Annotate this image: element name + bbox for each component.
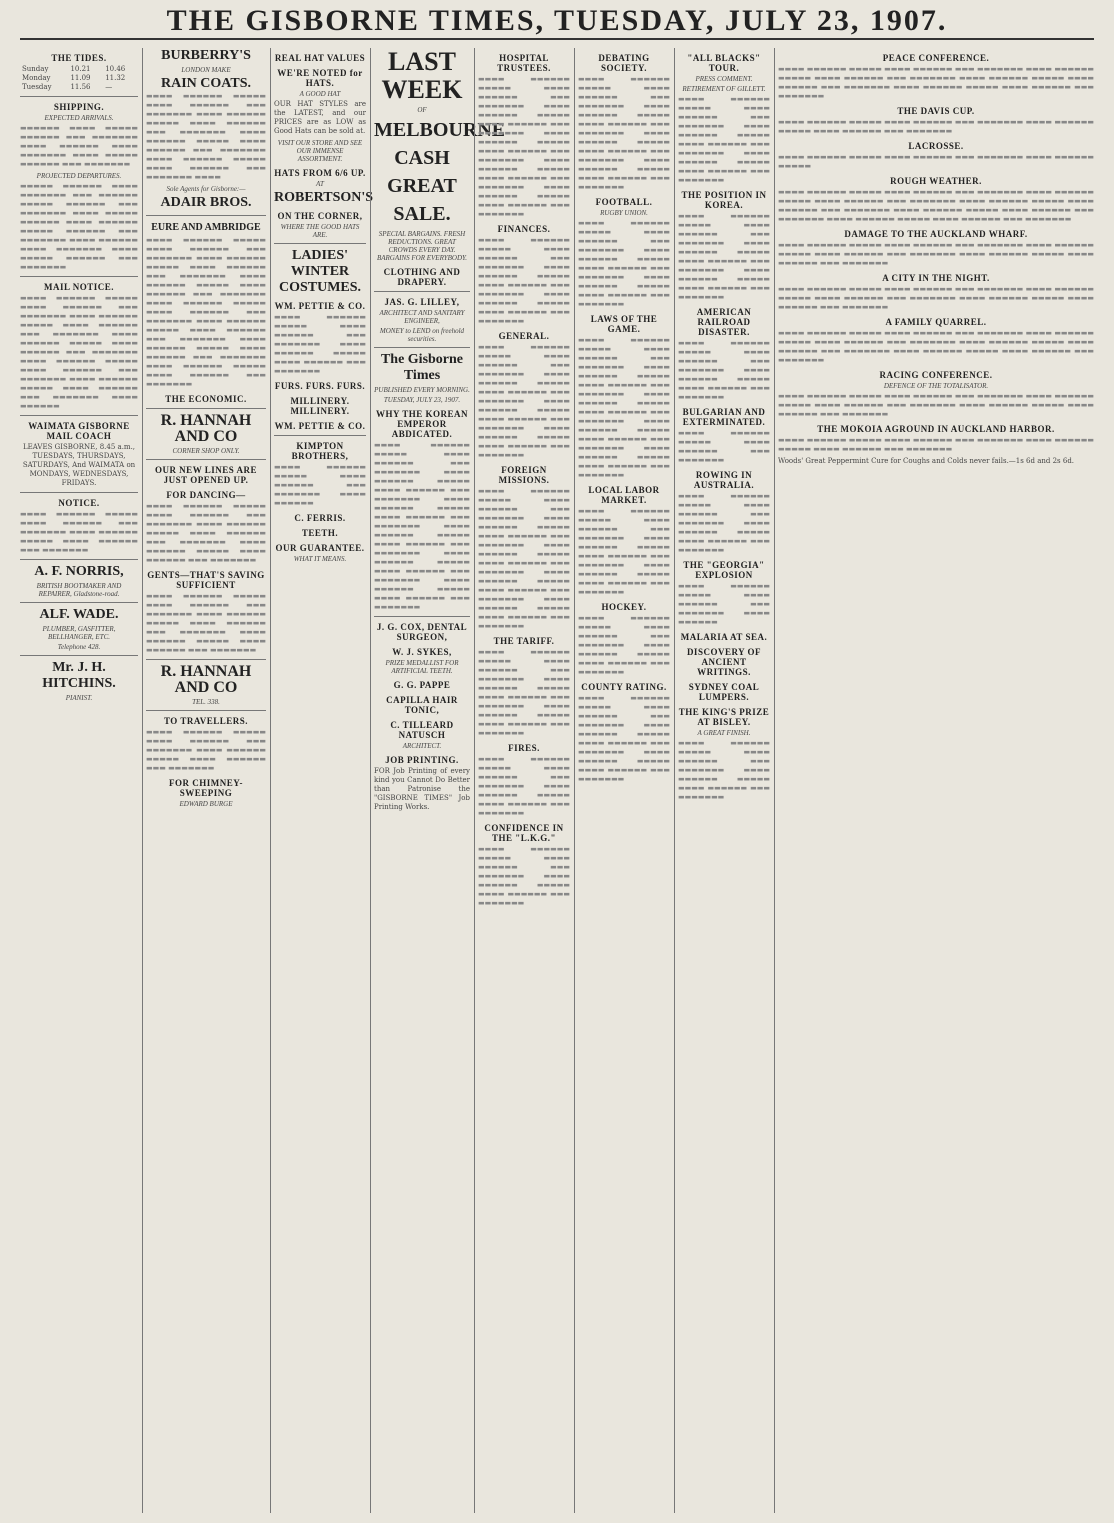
column-divider	[674, 48, 675, 1513]
football-heading: FOOTBALL.	[595, 197, 653, 207]
tide-am: 11.56	[70, 83, 91, 91]
davis-cup-heading: THE DAVIS CUP.	[897, 106, 975, 116]
auckland-wharf-heading: DAMAGE TO THE AUCKLAND WHARF.	[844, 229, 1028, 239]
column-3: REAL HAT VALUES WE'RE NOTED for HATS. A GOOD HAT OUR HAT STYLES are the LATEST, and our PRICES are as LOW as Good Hats can be sold at. VISIT OUR STORE AND SEE OUR IMMENSE ASSORTMENT. HATS FROM 6/6 UP. AT ROBERTSON'S ON THE CORNER, WHERE THE GOOD HATS ARE. LADIES' WINTER COSTUMES. WM. PETTIE & CO. ▬▬▬▬ ▬▬▬▬▬▬ ▬▬▬▬▬ ▬▬▬▬ ▬▬▬▬▬▬ ▬▬▬ ▬▬▬▬▬▬▬ ▬▬▬▬ ▬▬▬▬▬▬ ▬▬▬▬▬ ▬▬▬▬ ▬▬▬▬▬▬ ▬▬▬ ▬▬▬▬▬▬▬ FURS. FURS. FURS. MILLINERY. MILLINERY. WM. PETTIE & CO. KIMPTON BROTHERS, ▬▬▬▬ ▬▬▬▬▬▬ ▬▬▬▬▬ ▬▬▬▬ ▬▬▬▬▬▬ ▬▬▬ ▬▬▬▬▬▬▬ ▬▬▬▬ ▬▬▬▬▬▬ C. FERRIS. TEETH. OUR GUARANTEE. WHAT IT MEANS.	[274, 53, 374, 563]
pettie-heading: WM. PETTIE & CO.	[274, 301, 366, 311]
tide-pm: 10.46	[105, 65, 126, 73]
hitchins-desc: PIANIST.	[65, 694, 93, 702]
tide-am: 11.09	[70, 74, 91, 82]
column-divider	[774, 48, 775, 1513]
hannah-tel: TEL. 338.	[192, 698, 220, 706]
norris-desc: BRITISH BOOTMAKER AND REPAIRER, Gladstone-road.	[36, 582, 122, 598]
gillett-heading: RETIREMENT OF GILLETT.	[682, 85, 766, 93]
visit-store: VISIT OUR STORE AND SEE OUR IMMENSE ASSORTMENT.	[277, 139, 363, 163]
eure-ambridge: EURE AND AMBRIDGE	[151, 222, 261, 233]
chimney-heading: FOR CHIMNEY-SWEEPING	[169, 778, 243, 798]
gents-heading: GENTS—THAT'S SAVING SUFFICIENT	[147, 570, 265, 590]
coxhead-heading: J. G. COX, DENTAL SURGEON,	[376, 622, 468, 642]
special-bargains: SPECIAL BARGAINS. FRESH REDUCTIONS. GREAT CROWDS EVERY DAY. BARGAINS FOR EVERYBODY.	[376, 230, 468, 262]
clothing-drapery: CLOTHING AND DRAPERY.	[383, 267, 461, 287]
notice-heading: NOTICE.	[58, 498, 100, 508]
london-make: LONDON MAKE	[181, 66, 231, 74]
column-divider	[474, 48, 475, 1513]
adair-bros: ADAIR BROS.	[160, 195, 252, 210]
column-divider	[370, 48, 371, 1513]
column-divider	[574, 48, 575, 1513]
totalisator-heading: DEFENCE OF THE TOTALISATOR.	[883, 382, 989, 390]
korea-heading: THE POSITION IN KOREA.	[681, 190, 767, 210]
natusch-heading: C. TILLEARD NATUSCH	[390, 720, 454, 740]
capilla-heading: CAPILLA HAIR TONIC,	[386, 695, 458, 715]
job-printing-text: FOR Job Printing of every kind you Cannot Do Better than Patronise the "GISBORNE TIMES" Job Printing Works.	[374, 767, 470, 811]
mail-coach-text: LEAVES GISBORNE, 8.45 a.m., TUESDAYS, THURSDAYS, SATURDAYS, And WAIMATA on MONDAYS, WEDNESDAYS, FRIDAYS.	[22, 443, 136, 487]
great-finish: A GREAT FINISH.	[697, 729, 751, 737]
economic-heading: THE ECONOMIC.	[165, 394, 247, 404]
norris-name: A. F. NORRIS,	[34, 564, 124, 579]
tariff-heading: THE TARIFF.	[493, 636, 555, 646]
masthead-title: THE GISBORNE TIMES, TUESDAY, JULY 23, 1907.	[166, 4, 948, 37]
departures-heading: PROJECTED DEPARTURES.	[36, 172, 122, 180]
hannah-heading-2: R. HANNAH AND CO	[160, 663, 252, 696]
family-quarrel-heading: A FAMILY QUARREL.	[885, 317, 987, 327]
rough-weather-heading: ROUGH WEATHER.	[890, 176, 982, 186]
kimpton-heading: KIMPTON BROTHERS,	[291, 441, 349, 461]
bulgarian-heading: BULGARIAN AND EXTERMINATED.	[682, 407, 766, 427]
masthead-rule	[20, 38, 1094, 40]
column-2: BURBERRY'S LONDON MAKE RAIN COATS. ▬▬▬▬ ▬▬▬▬▬▬ ▬▬▬▬▬ ▬▬▬▬ ▬▬▬▬▬▬ ▬▬▬ ▬▬▬▬▬▬▬ ▬▬▬▬ ▬▬▬▬▬▬ ▬▬▬▬▬ ▬▬▬▬ ▬▬▬▬▬▬ ▬▬▬ ▬▬▬▬▬▬▬ ▬▬▬▬ ▬▬▬▬▬▬ ▬▬▬▬▬ ▬▬▬▬ ▬▬▬▬▬▬ ▬▬▬ ▬▬▬▬▬▬▬ ▬▬▬▬ ▬▬▬▬▬▬ ▬▬▬▬▬ ▬▬▬▬ ▬▬▬▬▬▬ ▬▬▬ ▬▬▬▬▬▬▬ ▬▬▬▬ Sole Agents for Gisborne:— ADAIR BROS. EURE AND AMBRIDGE ▬▬▬▬ ▬▬▬▬▬▬ ▬▬▬▬▬ ▬▬▬▬ ▬▬▬▬▬▬ ▬▬▬ ▬▬▬▬▬▬▬ ▬▬▬▬ ▬▬▬▬▬▬ ▬▬▬▬▬ ▬▬▬▬ ▬▬▬▬▬▬ ▬▬▬ ▬▬▬▬▬▬▬ ▬▬▬▬ ▬▬▬▬▬▬ ▬▬▬▬▬ ▬▬▬▬ ▬▬▬▬▬▬ ▬▬▬ ▬▬▬▬▬▬▬ ▬▬▬▬ ▬▬▬▬▬▬ ▬▬▬▬▬ ▬▬▬▬ ▬▬▬▬▬▬ ▬▬▬ ▬▬▬▬▬▬▬ ▬▬▬▬ ▬▬▬▬▬▬ ▬▬▬▬▬ ▬▬▬▬ ▬▬▬▬▬▬ ▬▬▬ ▬▬▬▬▬▬▬ ▬▬▬▬ ▬▬▬▬▬▬ ▬▬▬▬▬ ▬▬▬▬ ▬▬▬▬▬▬ ▬▬▬ ▬▬▬▬▬▬▬ ▬▬▬▬ ▬▬▬▬▬▬ ▬▬▬▬▬ ▬▬▬▬ ▬▬▬▬▬▬ ▬▬▬ ▬▬▬▬▬▬▬ THE ECONOMIC. R. HANNAH AND CO CORNER SHOP ONLY. OUR NEW LINES ARE JUST OPENED UP. FOR DANCING— ▬▬▬▬ ▬▬▬▬▬▬ ▬▬▬▬▬ ▬▬▬▬ ▬▬▬▬▬▬ ▬▬▬ ▬▬▬▬▬▬▬ ▬▬▬▬ ▬▬▬▬▬▬ ▬▬▬▬▬ ▬▬▬▬ ▬▬▬▬▬▬ ▬▬▬ ▬▬▬▬▬▬▬ ▬▬▬▬ ▬▬▬▬▬▬ ▬▬▬▬▬ ▬▬▬▬ ▬▬▬▬▬▬ ▬▬▬ ▬▬▬▬▬▬▬ GENTS—THAT'S SAVING SUFFICIENT ▬▬▬▬ ▬▬▬▬▬▬ ▬▬▬▬▬ ▬▬▬▬ ▬▬▬▬▬▬ ▬▬▬ ▬▬▬▬▬▬▬ ▬▬▬▬ ▬▬▬▬▬▬ ▬▬▬▬▬ ▬▬▬▬ ▬▬▬▬▬▬ ▬▬▬ ▬▬▬▬▬▬▬ ▬▬▬▬ ▬▬▬▬▬▬ ▬▬▬▬▬ ▬▬▬▬ ▬▬▬▬▬▬ ▬▬▬ ▬▬▬▬▬▬▬ R. HANNAH AND CO TEL. 338. TO TRAVELLERS. ▬▬▬▬ ▬▬▬▬▬▬ ▬▬▬▬▬ ▬▬▬▬ ▬▬▬▬▬▬ ▬▬▬ ▬▬▬▬▬▬▬ ▬▬▬▬ ▬▬▬▬▬▬ ▬▬▬▬▬ ▬▬▬▬ ▬▬▬▬▬▬ ▬▬▬ ▬▬▬▬▬▬▬ FOR CHIMNEY-SWEEPING EDWARD BURGE	[146, 48, 266, 808]
travellers-heading: TO TRAVELLERS.	[163, 716, 249, 726]
wade-desc: PLUMBER, GASFITTER, BELLHANGER, ETC.	[42, 625, 116, 641]
shipping-heading: SHIPPING.	[53, 102, 105, 112]
new-lines: OUR NEW LINES ARE JUST OPENED UP.	[154, 465, 258, 485]
dancing-heading: FOR DANCING—	[166, 490, 246, 500]
editorial-heading: WHY THE KOREAN EMPEROR ABDICATED.	[375, 409, 468, 439]
hats-from: HATS FROM 6/6 UP.	[274, 168, 366, 178]
column-1: THE TIDES. Sunday 10.21 10.46 Monday 11.09 11.32 Tuesday 11.56 — SHIPPING. EXPECTED ARRIVALS. ▬▬▬▬▬▬ ▬▬▬▬ ▬▬▬▬▬ ▬▬▬▬▬▬ ▬▬▬ ▬▬▬▬▬▬▬ ▬▬▬▬ ▬▬▬▬▬▬ ▬▬▬▬ ▬▬▬▬▬▬▬ ▬▬▬▬ ▬▬▬▬▬ ▬▬▬▬▬▬ ▬▬▬ ▬▬▬▬▬▬▬ PROJECTED DEPARTURES. ▬▬▬▬▬ ▬▬▬▬▬▬ ▬▬▬▬ ▬▬▬▬▬▬▬ ▬▬▬ ▬▬▬▬▬▬ ▬▬▬▬▬ ▬▬▬▬▬▬ ▬▬▬ ▬▬▬▬▬▬▬ ▬▬▬▬ ▬▬▬▬▬ ▬▬▬▬▬▬ ▬▬▬▬ ▬▬▬▬▬▬ ▬▬▬▬▬ ▬▬▬▬▬▬ ▬▬▬ ▬▬▬▬▬▬▬ ▬▬▬▬ ▬▬▬▬▬▬ ▬▬▬▬ ▬▬▬▬▬▬▬ ▬▬▬▬ ▬▬▬▬▬ ▬▬▬▬▬▬ ▬▬▬ ▬▬▬▬▬▬▬ MAIL NOTICE. ▬▬▬▬ ▬▬▬▬▬▬ ▬▬▬▬▬ ▬▬▬▬ ▬▬▬▬▬▬ ▬▬▬ ▬▬▬▬▬▬▬ ▬▬▬▬ ▬▬▬▬▬▬ ▬▬▬▬▬ ▬▬▬▬ ▬▬▬▬▬▬ ▬▬▬ ▬▬▬▬▬▬▬ ▬▬▬▬ ▬▬▬▬▬▬ ▬▬▬▬▬ ▬▬▬▬ ▬▬▬▬▬▬ ▬▬▬ ▬▬▬▬▬▬▬ ▬▬▬▬ ▬▬▬▬▬▬ ▬▬▬▬▬ ▬▬▬▬ ▬▬▬▬▬▬ ▬▬▬ ▬▬▬▬▬▬▬ ▬▬▬▬ ▬▬▬▬▬▬ ▬▬▬▬▬ ▬▬▬▬ ▬▬▬▬▬▬ ▬▬▬ ▬▬▬▬▬▬▬ ▬▬▬▬ ▬▬▬▬▬▬ WAIMATA GISBORNE MAIL COACH LEAVES GISBORNE, 8.45 a.m., TUESDAYS, THURSDAYS, SATURDAYS, And WAIMATA on MONDAYS, WEDNESDAYS, FRIDAYS. NOTICE. ▬▬▬▬ ▬▬▬▬▬▬ ▬▬▬▬▬ ▬▬▬▬ ▬▬▬▬▬▬ ▬▬▬ ▬▬▬▬▬▬▬ ▬▬▬▬ ▬▬▬▬▬▬ ▬▬▬▬▬ ▬▬▬▬ ▬▬▬▬▬▬ ▬▬▬ ▬▬▬▬▬▬▬ A. F. NORRIS, BRITISH BOOTMAKER AND REPAIRER, Gladstone-road. ALF. WADE. PLUMBER, GASFITTER, BELLHANGER, ETC. Telephone 428. Mr. J. H. HITCHINS. PIANIST.	[20, 53, 138, 702]
money-to-lend: MONEY to LEND on freehold securities.	[379, 327, 465, 343]
press-comment: PRESS COMMENT.	[695, 75, 753, 83]
georgia-heading: THE "GEORGIA" EXPLOSION	[683, 560, 765, 580]
county-rating-heading: COUNTY RATING.	[581, 682, 667, 692]
mail-coach-heading: WAIMATA GISBORNE MAIL COACH	[28, 421, 130, 441]
racing-conference-heading: RACING CONFERENCE.	[879, 370, 993, 380]
woods-cure-text: Woods' Great Peppermint Cure for Coughs and Colds never fails.—1s 6d and 2s 6d.	[778, 457, 1075, 465]
fires-heading: FIRES.	[508, 743, 540, 753]
corner-sub: WHERE THE GOOD HATS ARE.	[280, 223, 360, 239]
paper-title: The Gisborne Times	[380, 352, 464, 383]
column-divider	[142, 48, 143, 1513]
at-label: AT	[316, 180, 324, 188]
hospital-heading: HOSPITAL TRUSTEES.	[497, 53, 551, 73]
good-hat: A GOOD HAT	[299, 90, 341, 98]
what-it-means: WHAT IT MEANS.	[293, 555, 347, 563]
rugby-union: RUGBY UNION.	[600, 209, 648, 217]
tide-day: Monday	[22, 74, 51, 82]
laws-heading: LAWS OF THE GAME.	[590, 314, 658, 334]
tide-pm: —	[105, 83, 113, 91]
lacrosse-heading: LACROSSE.	[908, 141, 964, 151]
job-printing-heading: JOB PRINTING.	[385, 755, 459, 765]
furs-heading: FURS. FURS. FURS.	[274, 381, 366, 391]
tide-day: Tuesday	[22, 83, 52, 91]
tides-heading: THE TIDES.	[51, 53, 107, 63]
hannah-sub: CORNER SHOP ONLY.	[172, 447, 240, 455]
finances-heading: FINANCES.	[497, 224, 551, 234]
hockey-heading: HOCKEY.	[601, 602, 647, 612]
teeth-heading: TEETH.	[301, 528, 339, 538]
sole-agents: Sole Agents for Gisborne:—	[166, 185, 246, 193]
of-label: OF	[417, 106, 427, 114]
sykes-heading: W. J. SYKES,	[392, 647, 452, 657]
hitchins-name: Mr. J. H. HITCHINS.	[42, 660, 116, 691]
pettie-heading-2: WM. PETTIE & CO.	[274, 421, 366, 431]
bisley-heading: THE KING'S PRIZE AT BISLEY.	[678, 707, 770, 727]
telephone-text: Telephone 428.	[57, 643, 101, 651]
masthead	[0, 0, 1114, 42]
tide-day: Sunday	[22, 65, 49, 73]
column-5: HOSPITAL TRUSTEES. ▬▬▬▬ ▬▬▬▬▬▬ ▬▬▬▬▬ ▬▬▬▬ ▬▬▬▬▬▬ ▬▬▬ ▬▬▬▬▬▬▬ ▬▬▬▬ ▬▬▬▬▬▬ ▬▬▬▬▬ ▬▬▬▬ ▬▬▬▬▬▬ ▬▬▬ ▬▬▬▬▬▬▬ ▬▬▬▬ ▬▬▬▬▬▬ ▬▬▬▬▬ ▬▬▬▬ ▬▬▬▬▬▬ ▬▬▬ ▬▬▬▬▬▬▬ ▬▬▬▬ ▬▬▬▬▬▬ ▬▬▬▬▬ ▬▬▬▬ ▬▬▬▬▬▬ ▬▬▬ ▬▬▬▬▬▬▬ ▬▬▬▬ ▬▬▬▬▬▬ ▬▬▬▬▬ ▬▬▬▬ ▬▬▬▬▬▬ ▬▬▬ ▬▬▬▬▬▬▬ FINANCES. ▬▬▬▬ ▬▬▬▬▬▬ ▬▬▬▬▬ ▬▬▬▬ ▬▬▬▬▬▬ ▬▬▬ ▬▬▬▬▬▬▬ ▬▬▬▬ ▬▬▬▬▬▬ ▬▬▬▬▬ ▬▬▬▬ ▬▬▬▬▬▬ ▬▬▬ ▬▬▬▬▬▬▬ ▬▬▬▬ ▬▬▬▬▬▬ ▬▬▬▬▬ ▬▬▬▬ ▬▬▬▬▬▬ ▬▬▬ ▬▬▬▬▬▬▬ GENERAL. ▬▬▬▬ ▬▬▬▬▬▬ ▬▬▬▬▬ ▬▬▬▬ ▬▬▬▬▬▬ ▬▬▬ ▬▬▬▬▬▬▬ ▬▬▬▬ ▬▬▬▬▬▬ ▬▬▬▬▬ ▬▬▬▬ ▬▬▬▬▬▬ ▬▬▬ ▬▬▬▬▬▬▬ ▬▬▬▬ ▬▬▬▬▬▬ ▬▬▬▬▬ ▬▬▬▬ ▬▬▬▬▬▬ ▬▬▬ ▬▬▬▬▬▬▬ ▬▬▬▬ ▬▬▬▬▬▬ ▬▬▬▬▬ ▬▬▬▬ ▬▬▬▬▬▬ ▬▬▬ ▬▬▬▬▬▬▬ FOREIGN MISSIONS. ▬▬▬▬ ▬▬▬▬▬▬ ▬▬▬▬▬ ▬▬▬▬ ▬▬▬▬▬▬ ▬▬▬ ▬▬▬▬▬▬▬ ▬▬▬▬ ▬▬▬▬▬▬ ▬▬▬▬▬ ▬▬▬▬ ▬▬▬▬▬▬ ▬▬▬ ▬▬▬▬▬▬▬ ▬▬▬▬ ▬▬▬▬▬▬ ▬▬▬▬▬ ▬▬▬▬ ▬▬▬▬▬▬ ▬▬▬ ▬▬▬▬▬▬▬ ▬▬▬▬ ▬▬▬▬▬▬ ▬▬▬▬▬ ▬▬▬▬ ▬▬▬▬▬▬ ▬▬▬ ▬▬▬▬▬▬▬ ▬▬▬▬ ▬▬▬▬▬▬ ▬▬▬▬▬ ▬▬▬▬ ▬▬▬▬▬▬ ▬▬▬ ▬▬▬▬▬▬▬ THE TARIFF. ▬▬▬▬ ▬▬▬▬▬▬ ▬▬▬▬▬ ▬▬▬▬ ▬▬▬▬▬▬ ▬▬▬ ▬▬▬▬▬▬▬ ▬▬▬▬ ▬▬▬▬▬▬ ▬▬▬▬▬ ▬▬▬▬ ▬▬▬▬▬▬ ▬▬▬ ▬▬▬▬▬▬▬ ▬▬▬▬ ▬▬▬▬▬▬ ▬▬▬▬▬ ▬▬▬▬ ▬▬▬▬▬▬ ▬▬▬ ▬▬▬▬▬▬▬ FIRES. ▬▬▬▬ ▬▬▬▬▬▬ ▬▬▬▬▬ ▬▬▬▬ ▬▬▬▬▬▬ ▬▬▬ ▬▬▬▬▬▬▬ ▬▬▬▬ ▬▬▬▬▬▬ ▬▬▬▬▬ ▬▬▬▬ ▬▬▬▬▬▬ ▬▬▬ ▬▬▬▬▬▬▬ CONFIDENCE IN THE "L.K.G." ▬▬▬▬ ▬▬▬▬▬▬ ▬▬▬▬▬ ▬▬▬▬ ▬▬▬▬▬▬ ▬▬▬ ▬▬▬▬▬▬▬ ▬▬▬▬ ▬▬▬▬▬▬ ▬▬▬▬▬ ▬▬▬▬ ▬▬▬▬▬▬ ▬▬▬ ▬▬▬▬▬▬▬	[478, 53, 570, 907]
city-in-night-heading: A CITY IN THE NIGHT.	[882, 273, 990, 283]
column-7: "ALL BLACKS" TOUR. PRESS COMMENT. RETIREMENT OF GILLETT. ▬▬▬▬ ▬▬▬▬▬▬ ▬▬▬▬▬ ▬▬▬▬ ▬▬▬▬▬▬ ▬▬▬ ▬▬▬▬▬▬▬ ▬▬▬▬ ▬▬▬▬▬▬ ▬▬▬▬▬ ▬▬▬▬ ▬▬▬▬▬▬ ▬▬▬ ▬▬▬▬▬▬▬ ▬▬▬▬ ▬▬▬▬▬▬ ▬▬▬▬▬ ▬▬▬▬ ▬▬▬▬▬▬ ▬▬▬ ▬▬▬▬▬▬▬ THE POSITION IN KOREA. ▬▬▬▬ ▬▬▬▬▬▬ ▬▬▬▬▬ ▬▬▬▬ ▬▬▬▬▬▬ ▬▬▬ ▬▬▬▬▬▬▬ ▬▬▬▬ ▬▬▬▬▬▬ ▬▬▬▬▬ ▬▬▬▬ ▬▬▬▬▬▬ ▬▬▬ ▬▬▬▬▬▬▬ ▬▬▬▬ ▬▬▬▬▬▬ ▬▬▬▬▬ ▬▬▬▬ ▬▬▬▬▬▬ ▬▬▬ ▬▬▬▬▬▬▬ AMERICAN RAILROAD DISASTER. ▬▬▬▬ ▬▬▬▬▬▬ ▬▬▬▬▬ ▬▬▬▬ ▬▬▬▬▬▬ ▬▬▬ ▬▬▬▬▬▬▬ ▬▬▬▬ ▬▬▬▬▬▬ ▬▬▬▬▬ ▬▬▬▬ ▬▬▬▬▬▬ ▬▬▬ ▬▬▬▬▬▬▬ BULGARIAN AND EXTERMINATED. ▬▬▬▬ ▬▬▬▬▬▬ ▬▬▬▬▬ ▬▬▬▬ ▬▬▬▬▬▬ ▬▬▬ ▬▬▬▬▬▬▬ ROWING IN AUSTRALIA. ▬▬▬▬ ▬▬▬▬▬▬ ▬▬▬▬▬ ▬▬▬▬ ▬▬▬▬▬▬ ▬▬▬ ▬▬▬▬▬▬▬ ▬▬▬▬ ▬▬▬▬▬▬ ▬▬▬▬▬ ▬▬▬▬ ▬▬▬▬▬▬ ▬▬▬ ▬▬▬▬▬▬▬ THE "GEORGIA" EXPLOSION ▬▬▬▬ ▬▬▬▬▬▬ ▬▬▬▬▬ ▬▬▬▬ ▬▬▬▬▬▬ ▬▬▬ ▬▬▬▬▬▬▬ ▬▬▬▬ ▬▬▬▬▬▬ MALARIA AT SEA. DISCOVERY OF ANCIENT WRITINGS. SYDNEY COAL LUMPERS. THE KING'S PRIZE AT BISLEY. A GREAT FINISH. ▬▬▬▬ ▬▬▬▬▬▬ ▬▬▬▬▬ ▬▬▬▬ ▬▬▬▬▬▬ ▬▬▬ ▬▬▬▬▬▬▬ ▬▬▬▬ ▬▬▬▬▬▬ ▬▬▬▬▬ ▬▬▬▬ ▬▬▬▬▬▬ ▬▬▬ ▬▬▬▬▬▬▬	[678, 53, 770, 801]
published-every: PUBLISHED EVERY MORNING.	[374, 386, 470, 394]
arrivals-heading: EXPECTED ARRIVALS.	[44, 114, 114, 122]
noted-for-hats: WE'RE NOTED for HATS.	[277, 68, 363, 88]
ancient-writings-heading: DISCOVERY OF ANCIENT WRITINGS.	[686, 647, 762, 677]
great-sale: GREAT SALE.	[387, 175, 457, 225]
robertsons-heading: ROBERTSON'S	[274, 190, 374, 205]
general-heading: GENERAL.	[498, 331, 550, 341]
raincoats-heading: RAIN COATS.	[161, 76, 251, 91]
malaria-heading: MALARIA AT SEA.	[680, 632, 768, 642]
rowing-heading: ROWING IN AUSTRALIA.	[693, 470, 755, 490]
debating-heading: DEBATING SOCIETY.	[598, 53, 650, 73]
natusch-sub: ARCHITECT.	[402, 742, 442, 750]
peace-conference-heading: PEACE CONFERENCE.	[882, 53, 990, 63]
sykes-sub: PRIZE MEDALLIST FOR ARTIFICIAL TEETH.	[385, 659, 459, 675]
ferris-heading: C. FERRIS.	[294, 513, 346, 523]
real-hat-values: REAL HAT VALUES	[274, 53, 366, 63]
column-8: PEACE CONFERENCE. ▬▬▬▬ ▬▬▬▬▬▬ ▬▬▬▬▬ ▬▬▬▬ ▬▬▬▬▬▬ ▬▬▬ ▬▬▬▬▬▬▬ ▬▬▬▬ ▬▬▬▬▬▬ ▬▬▬▬▬ ▬▬▬▬ ▬▬▬▬▬▬ ▬▬▬ ▬▬▬▬▬▬▬ ▬▬▬▬ ▬▬▬▬▬▬ ▬▬▬▬▬ ▬▬▬▬ ▬▬▬▬▬▬ ▬▬▬ ▬▬▬▬▬▬▬ ▬▬▬▬ ▬▬▬▬▬▬ ▬▬▬▬▬ ▬▬▬▬ ▬▬▬▬▬▬ ▬▬▬ ▬▬▬▬▬▬▬ THE DAVIS CUP. ▬▬▬▬ ▬▬▬▬▬▬ ▬▬▬▬▬ ▬▬▬▬ ▬▬▬▬▬▬ ▬▬▬ ▬▬▬▬▬▬▬ ▬▬▬▬ ▬▬▬▬▬▬ ▬▬▬▬▬ ▬▬▬▬ ▬▬▬▬▬▬ ▬▬▬ ▬▬▬▬▬▬▬ LACROSSE. ▬▬▬▬ ▬▬▬▬▬▬ ▬▬▬▬▬ ▬▬▬▬ ▬▬▬▬▬▬ ▬▬▬ ▬▬▬▬▬▬▬ ▬▬▬▬ ▬▬▬▬▬▬ ▬▬▬▬▬ ROUGH WEATHER. ▬▬▬▬ ▬▬▬▬▬▬ ▬▬▬▬▬ ▬▬▬▬ ▬▬▬▬▬▬ ▬▬▬ ▬▬▬▬▬▬▬ ▬▬▬▬ ▬▬▬▬▬▬ ▬▬▬▬▬ ▬▬▬▬ ▬▬▬▬▬▬ ▬▬▬ ▬▬▬▬▬▬▬ ▬▬▬▬ ▬▬▬▬▬▬ ▬▬▬▬▬ ▬▬▬▬ ▬▬▬▬▬▬ ▬▬▬ ▬▬▬▬▬▬▬ ▬▬▬▬ ▬▬▬▬▬▬ ▬▬▬▬▬ ▬▬▬▬ ▬▬▬▬▬▬ ▬▬▬ ▬▬▬▬▬▬▬ ▬▬▬▬ ▬▬▬▬▬▬ ▬▬▬▬▬ ▬▬▬▬ ▬▬▬▬▬▬ ▬▬▬ ▬▬▬▬▬▬▬ DAMAGE TO THE AUCKLAND WHARF. ▬▬▬▬ ▬▬▬▬▬▬ ▬▬▬▬▬ ▬▬▬▬ ▬▬▬▬▬▬ ▬▬▬ ▬▬▬▬▬▬▬ ▬▬▬▬ ▬▬▬▬▬▬ ▬▬▬▬▬ ▬▬▬▬ ▬▬▬▬▬▬ ▬▬▬ ▬▬▬▬▬▬▬ ▬▬▬▬ ▬▬▬▬▬▬ ▬▬▬▬▬ ▬▬▬▬ ▬▬▬▬▬▬ ▬▬▬ ▬▬▬▬▬▬▬ A CITY IN THE NIGHT. ▬▬▬▬ ▬▬▬▬▬▬ ▬▬▬▬▬ ▬▬▬▬ ▬▬▬▬▬▬ ▬▬▬ ▬▬▬▬▬▬▬ ▬▬▬▬ ▬▬▬▬▬▬ ▬▬▬▬▬ ▬▬▬▬ ▬▬▬▬▬▬ ▬▬▬ ▬▬▬▬▬▬▬ ▬▬▬▬ ▬▬▬▬▬▬ ▬▬▬▬▬ ▬▬▬▬ ▬▬▬▬▬▬ ▬▬▬ ▬▬▬▬▬▬▬ A FAMILY QUARREL. ▬▬▬▬ ▬▬▬▬▬▬ ▬▬▬▬▬ ▬▬▬▬ ▬▬▬▬▬▬ ▬▬▬ ▬▬▬▬▬▬▬ ▬▬▬▬ ▬▬▬▬▬▬ ▬▬▬▬▬ ▬▬▬▬ ▬▬▬▬▬▬ ▬▬▬ ▬▬▬▬▬▬▬ ▬▬▬▬ ▬▬▬▬▬▬ ▬▬▬▬▬ ▬▬▬▬ ▬▬▬▬▬▬ ▬▬▬ ▬▬▬▬▬▬▬ ▬▬▬▬ ▬▬▬▬▬▬ ▬▬▬▬▬ ▬▬▬▬ ▬▬▬▬▬▬ ▬▬▬ ▬▬▬▬▬▬▬ RACING CONFERENCE. DEFENCE OF THE TOTALISATOR. ▬▬▬▬ ▬▬▬▬▬▬ ▬▬▬▬▬ ▬▬▬▬ ▬▬▬▬▬▬ ▬▬▬ ▬▬▬▬▬▬▬ ▬▬▬▬ ▬▬▬▬▬▬ ▬▬▬▬▬ ▬▬▬▬ ▬▬▬▬▬▬ ▬▬▬ ▬▬▬▬▬▬▬ ▬▬▬▬ ▬▬▬▬▬▬ ▬▬▬▬▬ ▬▬▬▬ ▬▬▬▬▬▬ ▬▬▬ ▬▬▬▬▬▬▬ THE MOKOIA AGROUND IN AUCKLAND HARBOR. ▬▬▬▬ ▬▬▬▬▬▬ ▬▬▬▬▬ ▬▬▬▬ ▬▬▬▬▬▬ ▬▬▬ ▬▬▬▬▬▬▬ ▬▬▬▬ ▬▬▬▬▬▬ ▬▬▬▬▬ ▬▬▬▬ ▬▬▬▬▬▬ ▬▬▬ ▬▬▬▬▬▬▬ Woods' Great Peppermint Cure for Coughs and Colds never fails.—1s 6d and 2s 6d.	[778, 53, 1094, 465]
coal-lumpers-heading: SYDNEY COAL LUMPERS.	[688, 682, 760, 702]
last-week: LAST WEEK	[381, 47, 463, 104]
column-divider	[270, 48, 271, 1513]
edward-burge: EDWARD BURGE	[179, 800, 233, 808]
tides-table	[20, 65, 138, 92]
column-6: DEBATING SOCIETY. ▬▬▬▬ ▬▬▬▬▬▬ ▬▬▬▬▬ ▬▬▬▬ ▬▬▬▬▬▬ ▬▬▬ ▬▬▬▬▬▬▬ ▬▬▬▬ ▬▬▬▬▬▬ ▬▬▬▬▬ ▬▬▬▬ ▬▬▬▬▬▬ ▬▬▬ ▬▬▬▬▬▬▬ ▬▬▬▬ ▬▬▬▬▬▬ ▬▬▬▬▬ ▬▬▬▬ ▬▬▬▬▬▬ ▬▬▬ ▬▬▬▬▬▬▬ ▬▬▬▬ ▬▬▬▬▬▬ ▬▬▬▬▬ ▬▬▬▬ ▬▬▬▬▬▬ ▬▬▬ ▬▬▬▬▬▬▬ FOOTBALL. RUGBY UNION. ▬▬▬▬ ▬▬▬▬▬▬ ▬▬▬▬▬ ▬▬▬▬ ▬▬▬▬▬▬ ▬▬▬ ▬▬▬▬▬▬▬ ▬▬▬▬ ▬▬▬▬▬▬ ▬▬▬▬▬ ▬▬▬▬ ▬▬▬▬▬▬ ▬▬▬ ▬▬▬▬▬▬▬ ▬▬▬▬ ▬▬▬▬▬▬ ▬▬▬▬▬ ▬▬▬▬ ▬▬▬▬▬▬ ▬▬▬ ▬▬▬▬▬▬▬ LAWS OF THE GAME. ▬▬▬▬ ▬▬▬▬▬▬ ▬▬▬▬▬ ▬▬▬▬ ▬▬▬▬▬▬ ▬▬▬ ▬▬▬▬▬▬▬ ▬▬▬▬ ▬▬▬▬▬▬ ▬▬▬▬▬ ▬▬▬▬ ▬▬▬▬▬▬ ▬▬▬ ▬▬▬▬▬▬▬ ▬▬▬▬ ▬▬▬▬▬▬ ▬▬▬▬▬ ▬▬▬▬ ▬▬▬▬▬▬ ▬▬▬ ▬▬▬▬▬▬▬ ▬▬▬▬ ▬▬▬▬▬▬ ▬▬▬▬▬ ▬▬▬▬ ▬▬▬▬▬▬ ▬▬▬ ▬▬▬▬▬▬▬ ▬▬▬▬ ▬▬▬▬▬▬ ▬▬▬▬▬ ▬▬▬▬ ▬▬▬▬▬▬ ▬▬▬ ▬▬▬▬▬▬▬ LOCAL LABOR MARKET. ▬▬▬▬ ▬▬▬▬▬▬ ▬▬▬▬▬ ▬▬▬▬ ▬▬▬▬▬▬ ▬▬▬ ▬▬▬▬▬▬▬ ▬▬▬▬ ▬▬▬▬▬▬ ▬▬▬▬▬ ▬▬▬▬ ▬▬▬▬▬▬ ▬▬▬ ▬▬▬▬▬▬▬ ▬▬▬▬ ▬▬▬▬▬▬ ▬▬▬▬▬ ▬▬▬▬ ▬▬▬▬▬▬ ▬▬▬ ▬▬▬▬▬▬▬ HOCKEY. ▬▬▬▬ ▬▬▬▬▬▬ ▬▬▬▬▬ ▬▬▬▬ ▬▬▬▬▬▬ ▬▬▬ ▬▬▬▬▬▬▬ ▬▬▬▬ ▬▬▬▬▬▬ ▬▬▬▬▬ ▬▬▬▬ ▬▬▬▬▬▬ ▬▬▬ ▬▬▬▬▬▬▬ COUNTY RATING. ▬▬▬▬ ▬▬▬▬▬▬ ▬▬▬▬▬ ▬▬▬▬ ▬▬▬▬▬▬ ▬▬▬ ▬▬▬▬▬▬▬ ▬▬▬▬ ▬▬▬▬▬▬ ▬▬▬▬▬ ▬▬▬▬ ▬▬▬▬▬▬ ▬▬▬ ▬▬▬▬▬▬▬ ▬▬▬▬ ▬▬▬▬▬▬ ▬▬▬▬▬ ▬▬▬▬ ▬▬▬▬▬▬ ▬▬▬ ▬▬▬▬▬▬▬	[578, 53, 670, 783]
millinery-heading: MILLINERY. MILLINERY.	[290, 396, 350, 416]
on-the-corner: ON THE CORNER,	[277, 211, 363, 221]
table-row	[20, 83, 138, 92]
labor-heading: LOCAL LABOR MARKET.	[588, 485, 660, 505]
hat-styles-text: OUR HAT STYLES are the LATEST, and our PRICES are as LOW as Good Hats can be sold at.	[274, 100, 366, 135]
ladies-costumes: LADIES' WINTER COSTUMES.	[278, 248, 362, 295]
mokoia-heading: THE MOKOIA AGROUND IN AUCKLAND HARBOR.	[817, 424, 1055, 434]
railroad-heading: AMERICAN RAILROAD DISASTER.	[696, 307, 752, 337]
foreign-missions-heading: FOREIGN MISSIONS.	[498, 465, 550, 485]
table-row	[20, 65, 138, 74]
confidence-heading: CONFIDENCE IN THE "L.K.G."	[484, 823, 564, 843]
pappe-heading: G. G. PAPPE	[393, 680, 451, 690]
guarantee-heading: OUR GUARANTEE.	[275, 543, 365, 553]
mail-notice-heading: MAIL NOTICE.	[43, 282, 114, 292]
lilley-heading: JAS. G. LILLEY,	[384, 297, 460, 307]
table-row	[20, 74, 138, 83]
hannah-heading: R. HANNAH AND CO	[160, 412, 252, 445]
lilley-sub: ARCHITECT AND SANITARY ENGINEER,	[379, 309, 465, 325]
burberry-heading: BURBERRY'S	[161, 48, 251, 63]
all-blacks-heading: "ALL BLACKS" TOUR.	[687, 53, 761, 73]
wade-name: ALF. WADE.	[39, 607, 119, 622]
tide-am: 10.21	[70, 65, 91, 73]
tide-pm: 11.32	[105, 74, 126, 82]
issue-date: TUESDAY, JULY 23, 1907.	[383, 396, 461, 404]
melbourne-cash: MELBOURNE CASH	[374, 119, 506, 169]
column-4: LAST WEEK OF MELBOURNE CASH GREAT SALE. SPECIAL BARGAINS. FRESH REDUCTIONS. GREAT CROWDS EVERY DAY. BARGAINS FOR EVERYBODY. CLOTHING AND DRAPERY. JAS. G. LILLEY, ARCHITECT AND SANITARY ENGINEER, MONEY to LEND on freehold securities. The Gisborne Times PUBLISHED EVERY MORNING. TUESDAY, JULY 23, 1907. WHY THE KOREAN EMPEROR ABDICATED. ▬▬▬▬ ▬▬▬▬▬▬ ▬▬▬▬▬ ▬▬▬▬ ▬▬▬▬▬▬ ▬▬▬ ▬▬▬▬▬▬▬ ▬▬▬▬ ▬▬▬▬▬▬ ▬▬▬▬▬ ▬▬▬▬ ▬▬▬▬▬▬ ▬▬▬ ▬▬▬▬▬▬▬ ▬▬▬▬ ▬▬▬▬▬▬ ▬▬▬▬▬ ▬▬▬▬ ▬▬▬▬▬▬ ▬▬▬ ▬▬▬▬▬▬▬ ▬▬▬▬ ▬▬▬▬▬▬ ▬▬▬▬▬ ▬▬▬▬ ▬▬▬▬▬▬ ▬▬▬ ▬▬▬▬▬▬▬ ▬▬▬▬ ▬▬▬▬▬▬ ▬▬▬▬▬ ▬▬▬▬ ▬▬▬▬▬▬ ▬▬▬ ▬▬▬▬▬▬▬ ▬▬▬▬ ▬▬▬▬▬▬ ▬▬▬▬▬ ▬▬▬▬ ▬▬▬▬▬▬ ▬▬▬ ▬▬▬▬▬▬▬ J. G. COX, DENTAL SURGEON, W. J. SYKES, PRIZE MEDALLIST FOR ARTIFICIAL TEETH. G. G. PAPPE CAPILLA HAIR TONIC, C. TILLEARD NATUSCH ARCHITECT. JOB PRINTING. FOR Job Printing of every kind you Cannot Do Better than Patronise the "GISBORNE TIMES" Job Printing Works.	[374, 47, 506, 811]
